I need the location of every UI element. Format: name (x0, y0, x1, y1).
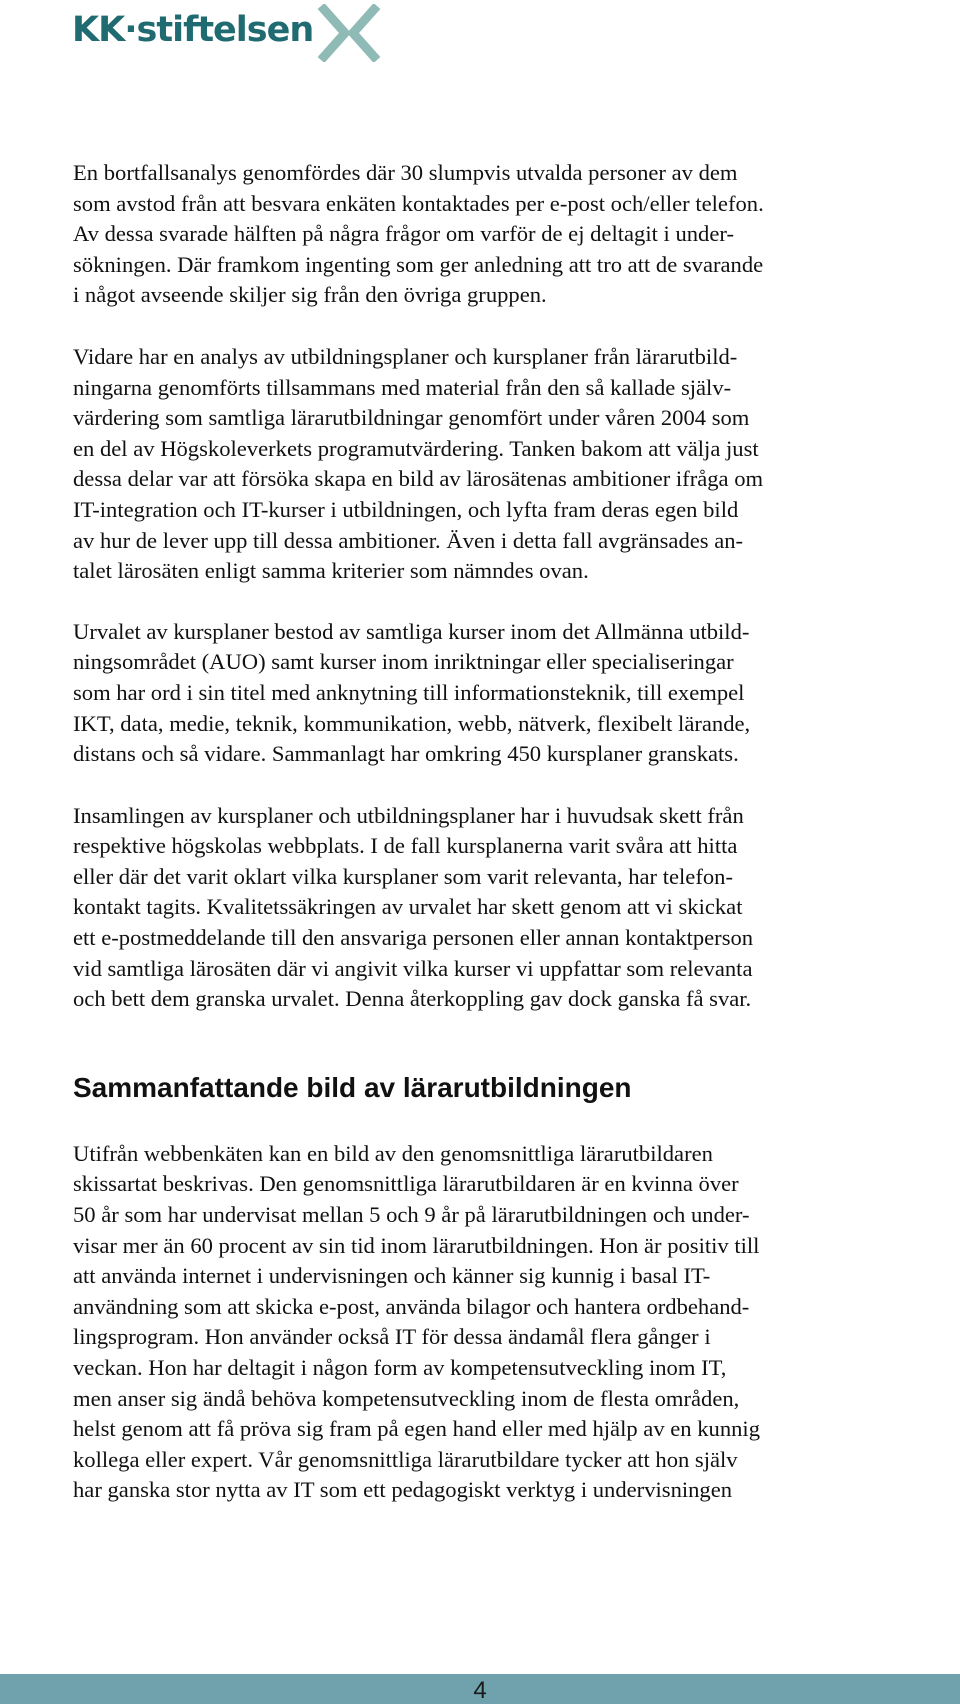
page-number: 4 (473, 1677, 487, 1704)
paragraph-insamling: Insamlingen av kursplaner och utbildningsplaner har i huvudsak skett från respektive högskolas webbplats. I de fall kursplanerna varit svåra att hitta eller där det varit oklart vilka kursplaner som varit relevanta, har telefon- kontakt tagits. Kvalitetssäkringen av urvalet har skett genom att vi skickat ett e-postmeddelande till den ansvariga personen eller annan kontaktperson vid samtliga lärosäten där vi angivit vilka kurser vi uppfattar som relevanta och bett dem granska urvalet. Denna återkoppling gav dock ganska få svar. (73, 802, 754, 1012)
section-heading: Sammanfattande bild av lärarutbildningen (73, 1071, 632, 1103)
logo-chevron-icon (307, 4, 387, 62)
paragraph-bortfallsanalys: En bortfallsanalys genomfördes där 30 slumpvis utvalda personer av dem som avstod från att besvara enkäten kontaktades per e-post och/eller telefon. Av dessa svarade hälften på några frågor om varför de ej deltagit i under- sökningen. Där framkom ingenting som ger anledning att tro att de svarande i något avseende skiljer sig från den övriga gruppen. (73, 160, 764, 308)
logo-wordmark: KK·stiftelsen (72, 10, 314, 50)
paragraph-sammanfattning: Utifrån webbenkäten kan en bild av den genomsnittliga lärarutbildaren skissartat beskrivas. Den genomsnittliga lärarutbildaren är en kvinna över 50 år som har undervisat mellan 5 och 9 år på lärarutbildningen och under- visar mer än 60 procent av sin tid inom lärarutbildningen. Hon är positiv till att använda internet i undervisningen och känner sig kunnig i basal IT- användning som att skicka e-post, använda bilagor och hantera ordbehand- lingsprogram. Hon använder också IT för dessa ändamål flera gånger i veckan. Hon har deltagit i någon form av kompetensutveckling inom IT, men anser sig ändå behöva kompetensutveckling inom de flesta områden, helst genom att få pröva sig fram på egen hand eller med hjälp av en kunnig kollega eller expert. Vår genomsnittliga lärarutbildare tycker att hon själv har ganska stor nytta av IT som ett pedagogiskt verktyg i undervisningen (73, 1140, 761, 1503)
footer-bar (0, 1674, 960, 1704)
kk-stiftelsen-logo (72, 4, 392, 62)
paragraph-analys-utbildningsplaner: Vidare har en analys av utbildningsplaner och kursplaner från lärarutbild- ningarna genomförts tillsammans med material från den så kallade själv- värdering som samtliga lärarutbildningar genomfört under våren 2004 som en del av Högskoleverkets programutvärdering. Tanken bakom att välja just dessa delar var att försöka skapa en bild av lärosätenas ambitioner ifråga om IT-integration och IT-kurser i utbildningen, och lyfta fram deras egen bild av hur de lever upp till dessa ambitioner. Även i detta fall avgränsades an- talet lärosäten enligt samma kriterier som nämndes ovan. (73, 343, 764, 584)
paragraph-urval-kursplaner: Urvalet av kursplaner bestod av samtliga kurser inom det Allmänna utbild- ningsområdet (AUO) samt kurser inom inriktningar eller specialiseringar som har ord i sin titel med anknytning till informationsteknik, till exempel IKT, data, medie, teknik, kommunikation, webb, nätverk, flexibelt lärande, distans och så vidare. Sammanlagt har omkring 450 kursplaner granskats. (73, 618, 751, 767)
document-body (73, 158, 903, 1506)
